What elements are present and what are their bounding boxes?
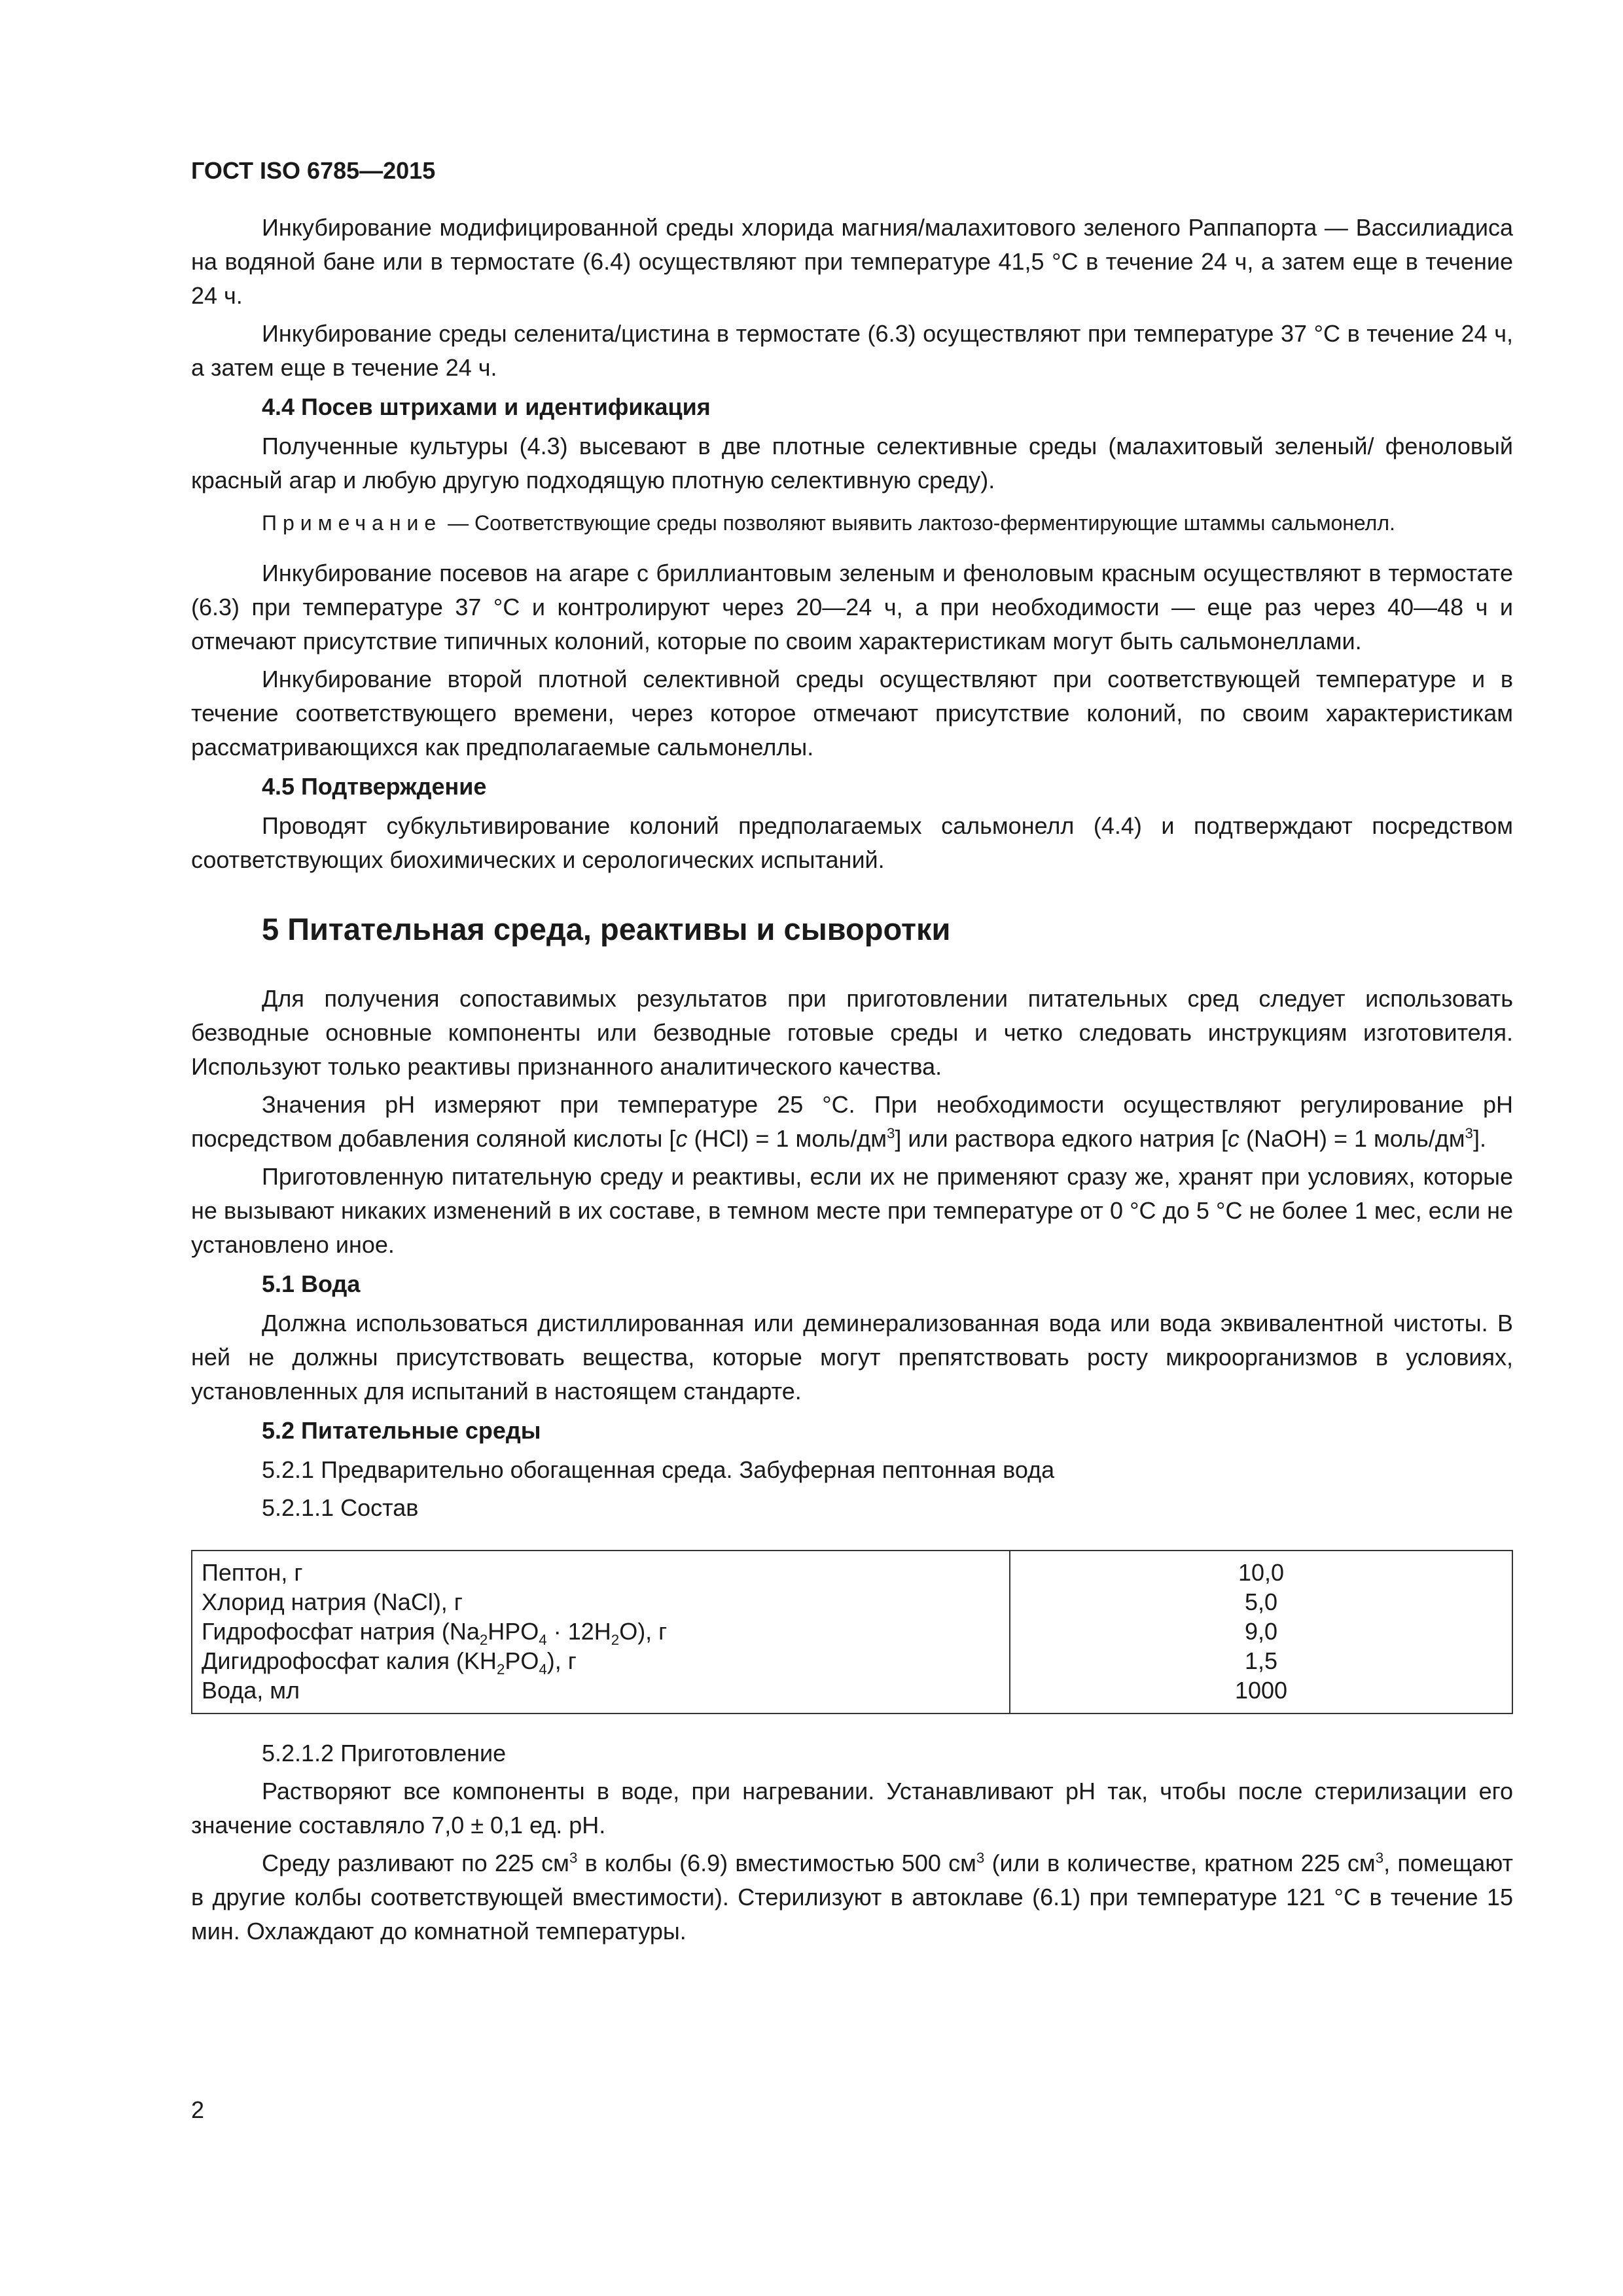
document-page: [191, 157, 1513, 1952]
paragraph-dispense: Среду разливают по 225 $см^3$ в колбы (6.9) вместимостью 500 $см^3$ (или в количестве, кратном 225 $см^3$, помещают в другие колбы соответствующей вместимости). Стерилизуют в автоклаве (6.1) при температуре 121 °С в течение 15 мин. Охлаждают до комнатной температуры.: [191, 1850, 1513, 1945]
page-number: 2: [191, 2096, 205, 2123]
table-cell-components: Пептон, г Хлорид натрия (NaCl), г Гидрофосфат натрия $(Na_2HPO_4 \cdot 12H_2O)$, г Дигидрофосфат калия $(KH_2PO_4)$, г Вода, мл: [192, 1551, 1010, 1713]
table-cell-quantities: 10,0 5,0 9,0 1,5 1000: [1010, 1551, 1512, 1713]
paragraph-incubation-selenite: Инкубирование среды селенита/цистина в термостате (6.3) осуществляют при температуре 37 °С в течение 24 ч, а затем еще в течение 24 ч.: [191, 320, 1513, 381]
paragraph-incubation-brilliant-green: Инкубирование посевов на агаре с бриллиантовым зеленым и феноловым красным осуществляют в термостате (6.3) при температуре 37 °С и контролируют через 20—24 ч, а при необходимости — еще раз через 40—48 ч и отмечают присутствие типичных колоний, которые по своим характеристикам могут быть сальмонеллами.: [191, 560, 1513, 655]
paragraph-plating: Полученные культуры (4.3) высевают в две плотные селективные среды (малахитовый зеленый/ феноловый красный агар и любую другую подходящую плотную селективную среду).: [191, 433, 1513, 493]
paragraph-water: Должна использоваться дистиллированная или деминерализованная вода или вода эквивалентной чистоты. В ней не должны присутствовать вещества, которые могут препятствовать росту микроорганизмов в условиях, установленных для испытаний в настоящем стандарте.: [191, 1310, 1513, 1405]
section-5-2-1-2-heading: 5.2.1.2 Приготовление: [262, 1740, 507, 1767]
section-4-5-heading: 4.5 Подтверждение: [262, 773, 487, 800]
paragraph-confirmation: Проводят субкультивирование колоний предполагаемых сальмонелл (4.4) и подтверждают посредством соответствующих биохимических и серологических испытаний.: [191, 812, 1513, 873]
section-5-2-1-1-heading: 5.2.1.1 Состав: [262, 1494, 419, 1521]
section-4-4-heading: 4.4 Посев штрихами и идентификация: [262, 393, 711, 420]
table-row: [192, 1551, 1512, 1713]
document-header: ГОСТ ISO 6785—2015: [191, 157, 436, 184]
paragraph-incubation-second-medium: Инкубирование второй плотной селективной среды осуществляют при соответствующей температуре и в течение соответствующего времени, через которое отмечают присутствие колоний, по своим характеристикам рассматривающихся как предполагаемые сальмонеллы.: [191, 666, 1513, 761]
note: [191, 507, 1513, 539]
paragraph-storage: Приготовленную питательную среду и реактивы, если их не применяют сразу же, хранят при условиях, которые не вызывают никаких изменений в их составе, в темном месте при температуре от 0 °С до 5 °С не более 1 мес, если не установлено иное.: [191, 1163, 1513, 1258]
paragraph-comparable-results: Для получения сопоставимых результатов при приготовлении питательных сред следует использовать безводные основные компоненты или безводные готовые среды и четко следовать инструкциям изготовителя. Используют только реактивы признанного аналитического качества.: [191, 985, 1513, 1080]
note-text: — Соответствующие среды позволяют выявить лактозо-ферментирующие штаммы сальмонелл.: [442, 511, 1395, 535]
note-label: Примечание: [262, 511, 442, 535]
section-5-1-heading: 5.1 Вода: [262, 1270, 361, 1297]
section-5-2-heading: 5.2 Питательные среды: [262, 1417, 541, 1444]
paragraph-dissolve: Растворяют все компоненты в воде, при нагревании. Устанавливают pH так, чтобы после стерилизации его значение составляло 7,0 ± 0,1 ед. pH.: [191, 1778, 1513, 1839]
paragraph-incubation-rappaport: Инкубирование модифицированной среды хлорида магния/малахитового зеленого Раппапорта — Вассилиадиса на водяной бане или в термостате (6.4) осуществляют при температуре 41,5 °С в течение 24 ч, а затем еще в течение 24 ч.: [191, 214, 1513, 309]
paragraph-ph-values: Значения pH измеряют при температуре 25 °С. При необходимости осуществляют регулирование pH посредством добавления соляной кислоты [с (HCl) = 1 моль/$дм^3$] или раствора едкого натрия [с (NaOH) = 1 моль/$дм^3$].: [191, 1091, 1513, 1152]
composition-table: [191, 1550, 1513, 1714]
section-5-2-1-heading: 5.2.1 Предварительно обогащенная среда. Забуферная пептонная вода: [262, 1456, 1055, 1483]
section-5-heading: 5 Питательная среда, реактивы и сыворотки: [262, 912, 951, 946]
